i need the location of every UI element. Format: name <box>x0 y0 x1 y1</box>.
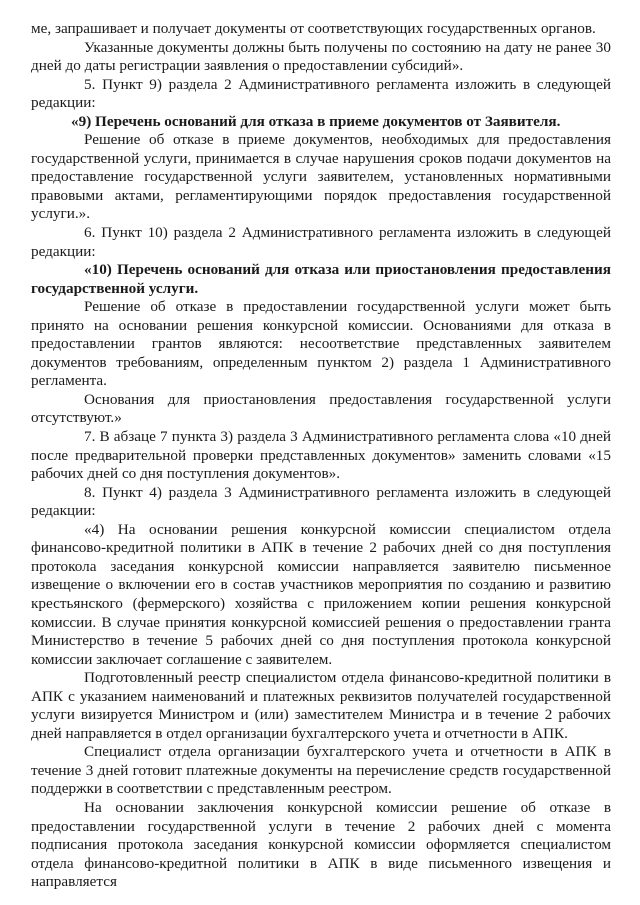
paragraph-refusal-reception: Решение об отказе в приеме документов, необходимых для предоставления государственной услуги, принимается в случае нарушения сроков подачи документов на предоставление государственной услуги заявителем, установленных нормативными правовыми актами, регламентирующими порядок предоставления государственной услуги.». <box>31 131 611 223</box>
heading-item-10: «10) Перечень оснований для отказа или приостановления предоставления государственной услуги. <box>31 261 611 297</box>
paragraph-item-7: 7. В абзаце 7 пункта 3) раздела 3 Административного регламента слова «10 дней после предварительной проверки представленных документов» заменить словами «15 рабочих дней со дня поступления документов». <box>31 428 611 483</box>
paragraph-documents-deadline: Указанные документы должны быть получены по состоянию на дату не ранее 30 дней до даты регистрации заявления о предоставлении субсидий». <box>31 38 611 75</box>
paragraph-accounting: Специалист отдела организации бухгалтерского учета и отчетности в АПК в течение 3 дней готовит платежные документы на перечисление средств государственной поддержки в соответствии с представленным реестром. <box>31 743 611 798</box>
paragraph-refusal-grounds: Решение об отказе в предоставлении государственной услуги может быть принято на основании решения конкурсной комиссии. Основаниями для отказа в предоставлении грантов являются: несоответствие представленных заявителем документов требованиям, определенным пунктом 2) раздела 1 Административного регламента. <box>31 298 611 390</box>
paragraph-item-5: 5. Пункт 9) раздела 2 Административного регламента изложить в следующей редакции: <box>31 75 611 112</box>
heading-item-9: «9) Перечень оснований для отказа в приеме документов от Заявителя. <box>71 112 561 130</box>
paragraph-item-8: 8. Пункт 4) раздела 3 Административного регламента изложить в следующей редакции: <box>31 483 611 520</box>
paragraph-refusal-notice: На основании заключения конкурсной комиссии решение об отказе в предоставлении государственной услуги в течение 2 рабочих дней с момента подписания протокола заседания конкурсной комиссии оформляется специалистом отдела финансово-кредитной политики в АПК в виде письменного извещения и направляется <box>31 798 611 891</box>
paragraph-suspension-grounds: Основания для приостановления предоставления государственной услуги отсутствуют.» <box>31 390 611 427</box>
paragraph-clause-4: «4) На основании решения конкурсной комиссии специалистом отдела финансово-кредитной политики в АПК в течение 2 рабочих дней со дня поступления протокола заседания конкурсной комиссии направляется заявителю письменное извещение о включении его в состав участников мероприятия по созданию и развитию крестьянского (фермерского) хозяйства с приложением копии решения конкурсной комиссии. В случае принятия конкурсной комиссией решения о предоставлении гранта Министерство в течение 5 рабочих дней со дня поступления протокола конкурсной комиссии заключает соглашение с заявителем. <box>31 520 611 668</box>
paragraph-item-6: 6. Пункт 10) раздела 2 Административного регламента изложить в следующей редакции: <box>31 224 611 260</box>
paragraph-registry: Подготовленный реестр специалистом отдела финансово-кредитной политики в АПК с указанием наименований и платежных реквизитов получателей государственной услуги визируется Министром и (или) заместителем Министра и в течение 2 рабочих дней направляется в отдел организации бухгалтерского учета и отчетности в АПК. <box>31 669 611 742</box>
paragraph-continuation: ме, запрашивает и получает документы от соответствующих государственных органов. <box>31 20 596 37</box>
document-page <box>31 20 611 892</box>
